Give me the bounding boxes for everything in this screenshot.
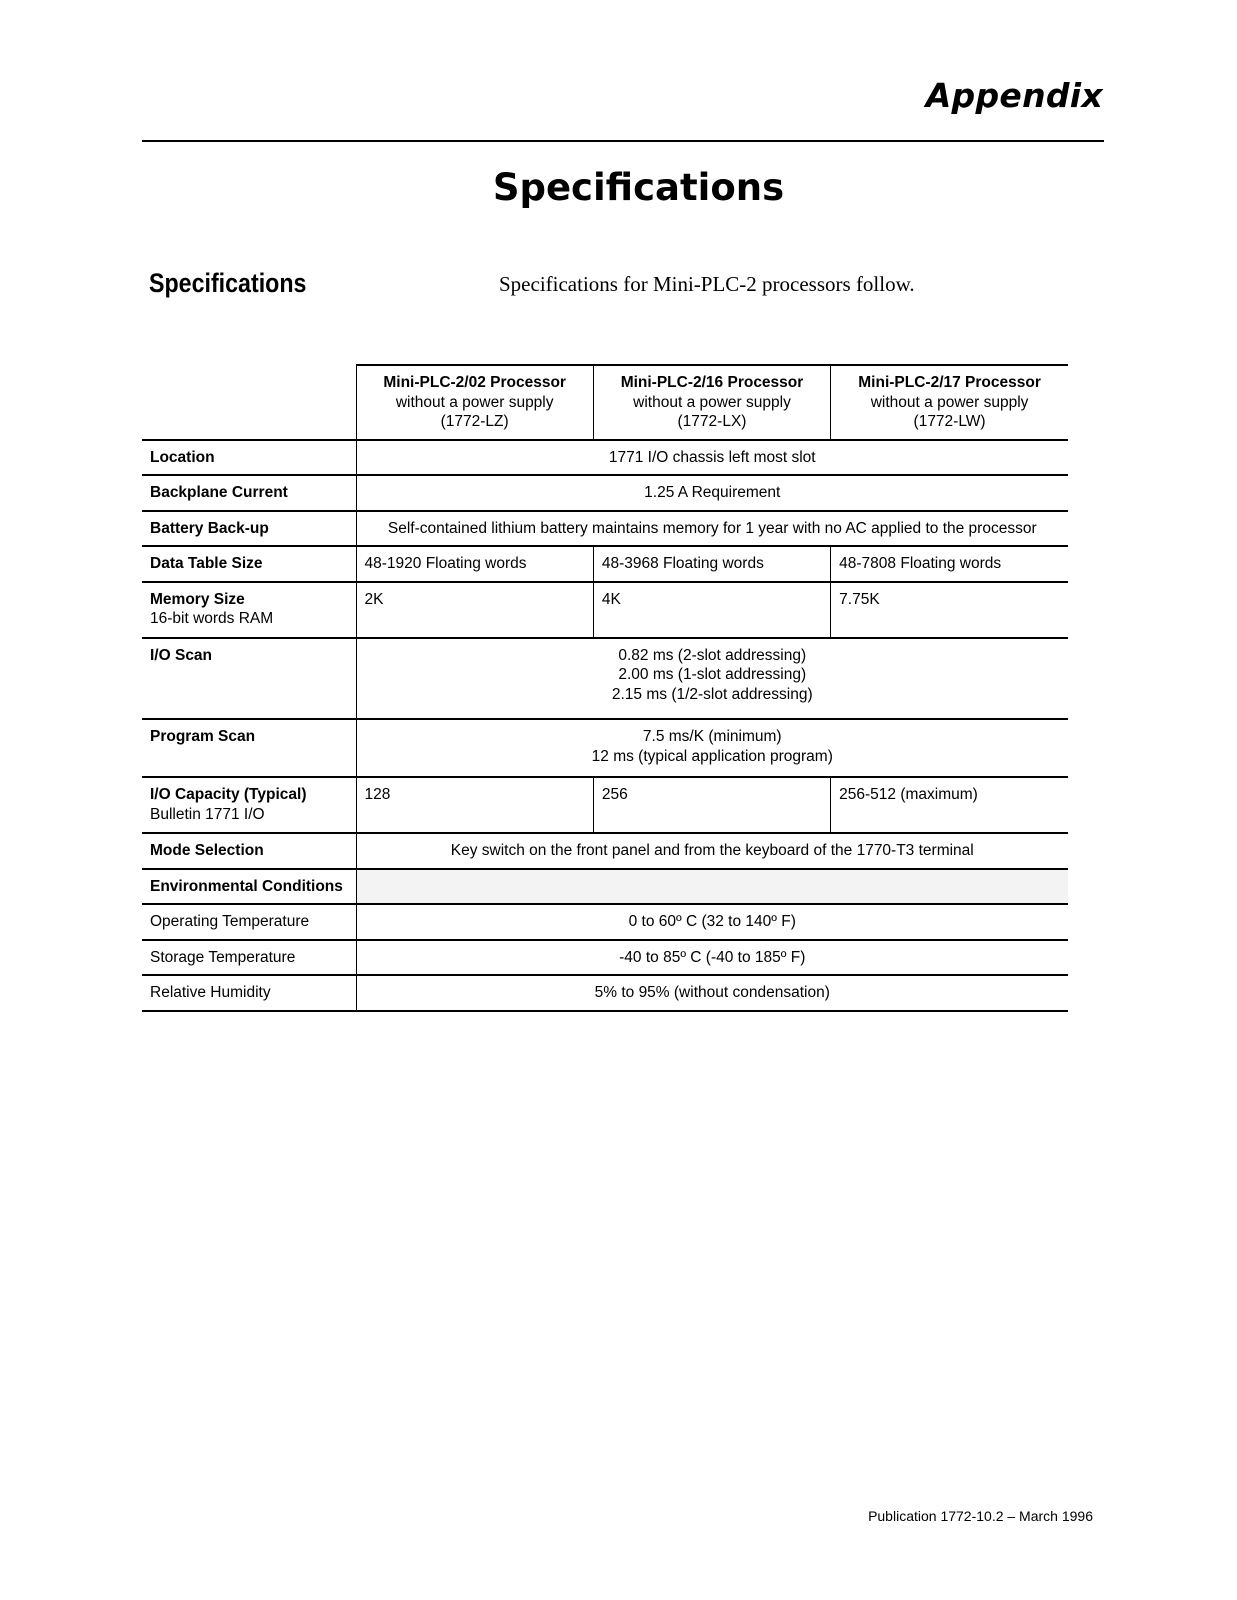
table-row-mode-selection [142,833,1068,869]
table-row-program-scan [142,719,1068,777]
specifications-table [142,364,1068,1012]
chapter-label: Appendix [925,76,1103,115]
table-row-environmental-conditions [142,869,1068,905]
row-label: Data Table Size [150,555,263,572]
row-value: -40 to 85º C (-40 to 185º F) [619,948,806,966]
row-value-line: 0.82 ms (2-slot addressing) [618,646,807,664]
table-row-io-capacity [142,777,1068,833]
column-code: (1772-LW) [913,413,986,430]
row-sublabel: 16-bit words RAM [150,610,274,627]
column-name: Mini-PLC-2/16 Processor [620,374,804,391]
row-label: Location [150,448,215,466]
column-name: Mini-PLC-2/17 Processor [858,374,1041,391]
column-header-lw [831,365,1068,440]
row-label: Battery Back-up [150,519,269,537]
cell-value: 7.75K [831,582,1068,638]
column-desc: without a power supply [870,393,1029,411]
section-heading: Specifications [149,268,307,298]
column-desc: without a power supply [633,393,791,411]
header-rule [142,140,1104,142]
cell-value: 256 [593,777,830,833]
table-header-row [142,365,1068,440]
column-header-lx [593,365,830,440]
cell-value: 256-512 (maximum) [831,777,1068,833]
row-label: Relative Humidity [150,984,271,1001]
column-desc: without a power supply [395,393,554,411]
row-label: Storage Temperature [150,948,296,966]
cell-value: 48-1920 Floating words [356,546,593,582]
column-code: (1772-LX) [677,413,747,430]
row-value: 1.25 A Requirement [644,484,781,501]
row-value: 1771 I/O chassis left most slot [608,448,816,466]
table-row-backplane-current [142,475,1068,511]
table-row-storage-temperature [142,940,1068,976]
row-sublabel: Bulletin 1771 I/O [150,805,265,823]
row-label: I/O Scan [150,646,213,664]
row-value-line: 12 ms (typical application program) [591,747,833,765]
row-label: I/O Capacity (Typical) [150,786,307,803]
cell-value: 128 [356,777,593,833]
page-title: Specifications [492,166,785,209]
row-value-line: 2.00 ms (1-slot addressing) [618,666,807,683]
column-code: (1772-LZ) [440,413,509,430]
row-value-line: 2.15 ms (1/2-slot addressing) [611,685,813,703]
table-row-io-scan [142,638,1068,720]
table-row-location [142,440,1068,476]
row-label: Program Scan [150,728,256,745]
cell-value: 48-3968 Floating words [593,546,830,582]
row-value-line: 7.5 ms/K (minimum) [642,728,782,745]
header-blank-cell [142,365,356,440]
shaded-blank-cell [356,869,1068,905]
row-label: Environmental Conditions [150,877,343,895]
row-value: Key switch on the front panel and from the keyboard of the 1770-T3 terminal [450,842,974,859]
cell-value: 2K [356,582,593,638]
cell-value: 4K [593,582,830,638]
section-intro: Specifications for Mini-PLC-2 processors follow. [499,272,915,296]
table-row-battery-backup [142,511,1068,547]
row-value: 0 to 60º C (32 to 140º F) [628,913,796,930]
table-row-relative-humidity [142,975,1068,1011]
publication-footer: Publication 1772-10.2 – March 1996 [868,1508,1093,1524]
table-row-memory-size [142,582,1068,638]
row-value: 5% to 95% (without condensation) [594,984,830,1001]
row-label: Operating Temperature [150,913,310,930]
table-row-operating-temperature [142,904,1068,940]
table-row-data-table-size [142,546,1068,582]
row-value: Self-contained lithium battery maintains memory for 1 year with no AC applied to the processor [387,519,1037,537]
row-label: Mode Selection [150,842,264,859]
row-label: Backplane Current [150,484,288,501]
cell-value: 48-7808 Floating words [831,546,1068,582]
row-label: Memory Size [150,590,245,608]
column-name: Mini-PLC-2/02 Processor [383,374,566,391]
column-header-lz [356,365,593,440]
